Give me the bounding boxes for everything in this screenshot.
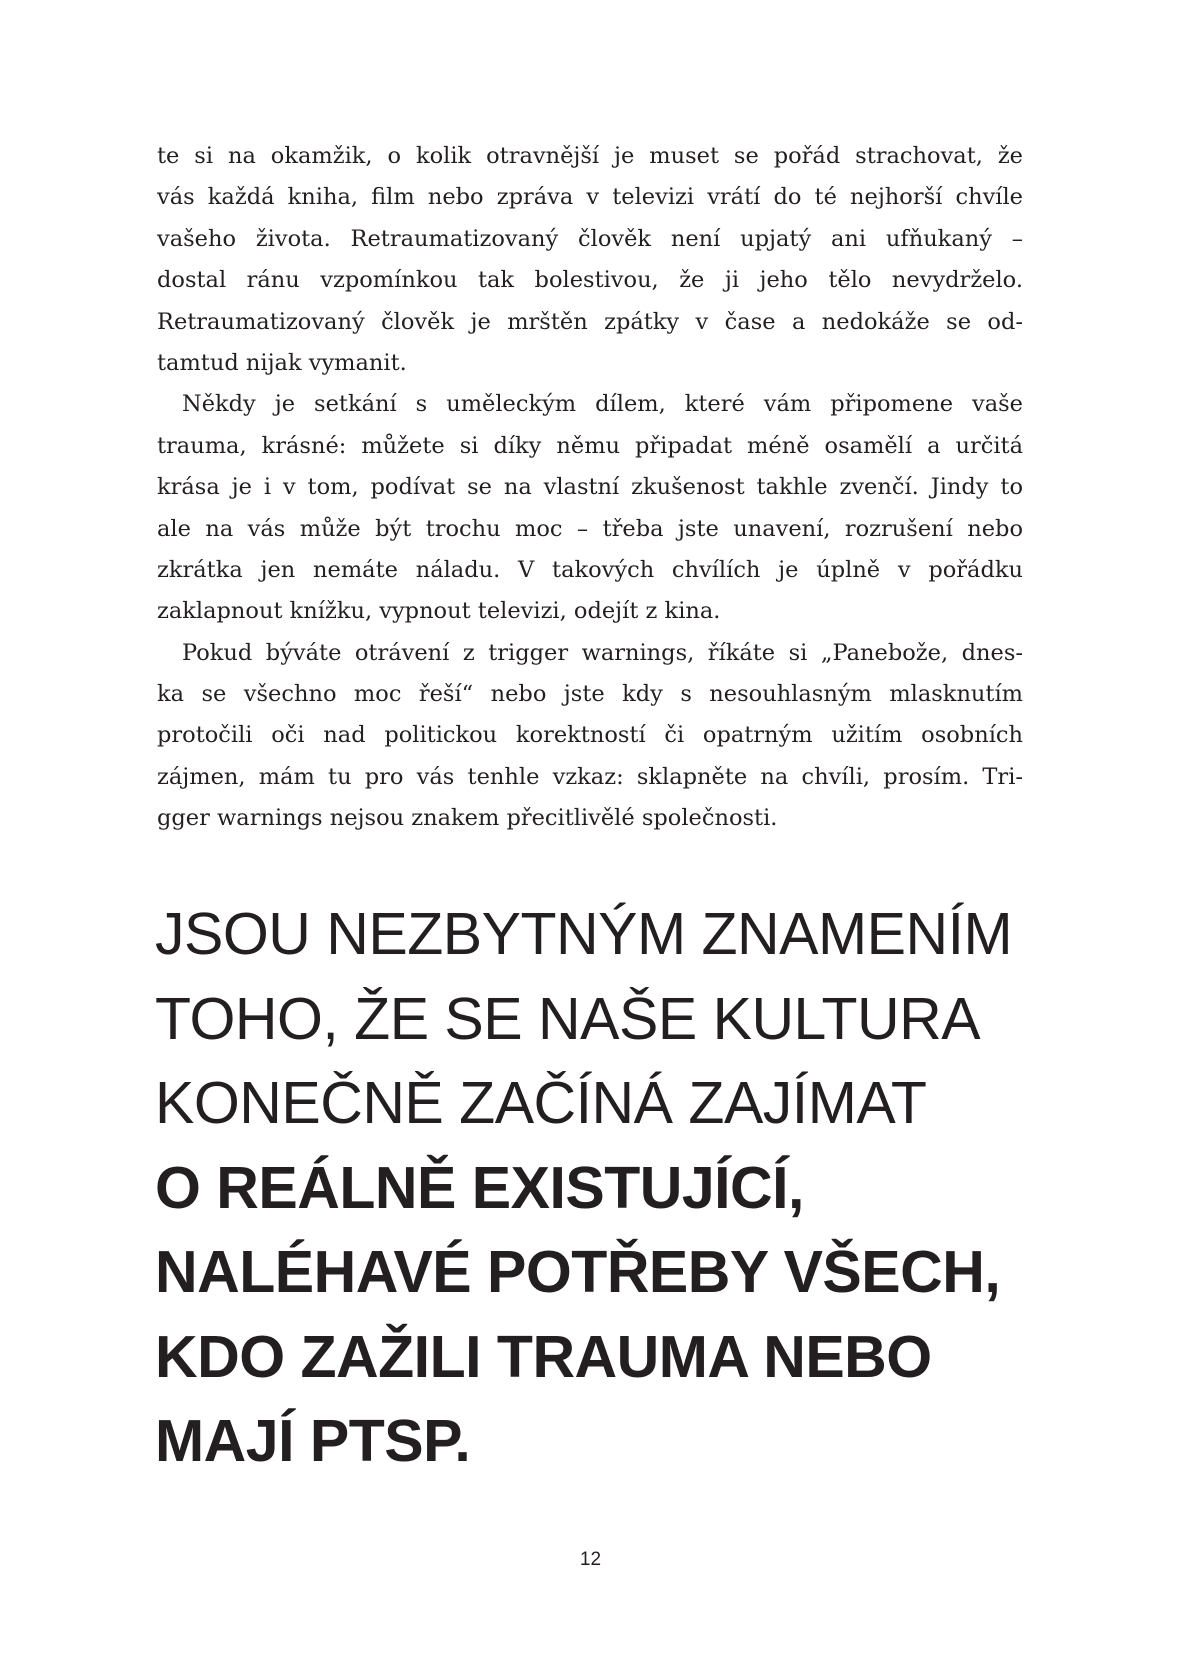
body-line: vašeho života. Retraumatizovaný člověk není upjatý ani ufňukaný –: [157, 225, 1023, 252]
body-line: trauma, krásné: můžete si díky němu připadat méně osamělí a určitá: [157, 432, 1023, 459]
body-line: krása je i v tom, podívat se na vlastní zkušenost takhle zvenčí. Jindy to: [157, 474, 1023, 501]
body-line: Retraumatizovaný člověk je mrštěn zpátky v čase a nedokáže se od-: [157, 308, 1023, 335]
pull-quote-bold-line: O REÁLNĚ EXISTUJÍCÍ,: [155, 1154, 804, 1221]
body-line: ka se všechno moc řeší“ nebo jste kdy s nesouhlasným mlasknutím: [157, 681, 1023, 708]
body-text: [157, 136, 1023, 840]
body-line: te si na okamžik, o kolik otravnější je muset se pořád strachovat, že: [157, 143, 1023, 169]
body-line: ale na vás může být trochu moc – třeba jste unavení, rozrušení nebo: [157, 515, 1023, 542]
pull-quote-line: TOHO, ŽE SE NAŠE KULTURA: [155, 985, 981, 1052]
body-line: gger warnings nejsou znakem přecitlivělé společnosti.: [157, 805, 778, 832]
body-line: zkrátka jen nemáte náladu. V takových chvílích je úplně v pořádku: [157, 556, 1023, 583]
body-line: tamtud nijak vymanit.: [157, 349, 407, 376]
page-number: 12: [579, 1549, 602, 1570]
body-line: vás každá kniha, film nebo zpráva v televizi vrátí do té nejhorší chvíle: [157, 184, 1023, 211]
body-line: Někdy je setkání s uměleckým dílem, které vám připomene vaše: [182, 391, 1023, 418]
body-line: zaklapnout knížku, vypnout televizi, odejít z kina.: [157, 598, 721, 625]
pull-quote-line: JSOU NEZBYTNÝM ZNAMENÍM: [155, 901, 1013, 967]
pull-quote-bold-line: NALÉHAVÉ POTŘEBY VŠECH,: [155, 1239, 1001, 1305]
body-line: dostal ránu vzpomínkou tak bolestivou, že ji jeho tělo nevydrželo.: [157, 267, 1023, 294]
pull-quote-bold-line: MAJÍ PTSP.: [155, 1408, 471, 1474]
pull-quote: [155, 892, 1055, 1484]
pull-quote-bold-line: KDO ZAŽILI TRAUMA NEBO: [155, 1323, 932, 1390]
body-line: Pokud býváte otrávení z trigger warnings, říkáte si „Panebože, dnes-: [182, 639, 1023, 666]
body-line: zájmen, mám tu pro vás tenhle vzkaz: sklapněte na chvíli, prosím. Tri-: [157, 763, 1023, 790]
body-line: protočili oči nad politickou korektností či opatrným užitím osobních: [157, 722, 1023, 749]
pull-quote-line: KONEČNĚ ZAČÍNÁ ZAJÍMAT: [155, 1070, 927, 1136]
